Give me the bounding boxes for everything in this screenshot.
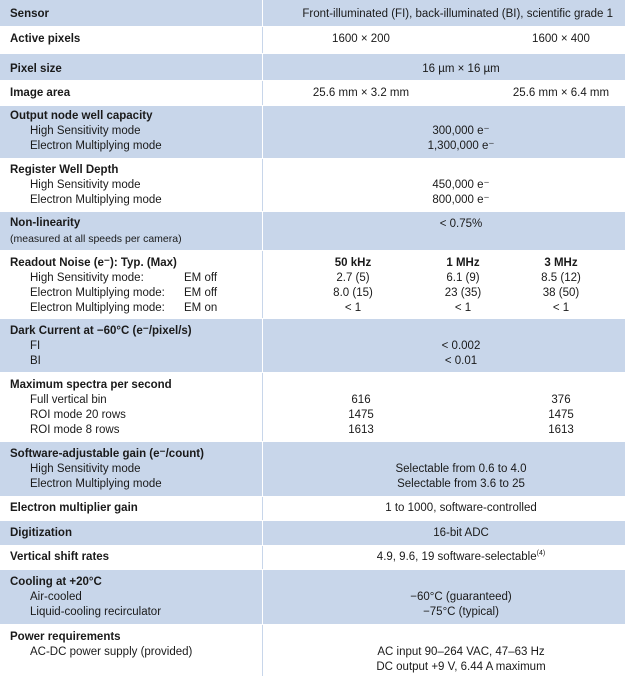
non-linearity-sublabel: (measured at all speeds per camera)	[10, 233, 182, 245]
max-spectra-value-2: 376	[551, 394, 571, 406]
dark-current-fi-label: FI	[30, 340, 41, 352]
dark-current-label: Dark Current at −60°C (e⁻/pixel/s)	[10, 325, 192, 337]
max-spectra-value-1: 616	[351, 394, 371, 406]
power-value-2: DC output +9 V, 6.44 A maximum	[376, 661, 546, 673]
max-spectra-row-label: ROI mode 8 rows	[30, 424, 120, 436]
non-linearity-label: Non-linearity	[10, 217, 81, 229]
active-pixels-value-1: 1600 × 200	[332, 33, 390, 45]
max-spectra-value-2: 1475	[548, 409, 574, 421]
sensor-label: Sensor	[10, 8, 49, 20]
readout-noise-label: Readout Noise (e⁻): Typ. (Max)	[10, 257, 177, 269]
row-active-pixels	[0, 27, 625, 54]
readout-noise-row-label: Electron Multiplying mode:	[30, 302, 165, 314]
row-max-spectra	[0, 373, 625, 442]
max-spectra-value-1: 1475	[348, 409, 374, 421]
vertical-shift-label: Vertical shift rates	[10, 551, 110, 563]
row-non-linearity	[0, 212, 625, 251]
readout-noise-header-1mhz: 1 MHz	[446, 257, 480, 269]
power-label: Power requirements	[10, 631, 121, 643]
row-em-gain	[0, 497, 625, 521]
row-image-area	[0, 81, 625, 106]
cooling-liquid-value: −75°C (typical)	[423, 606, 499, 618]
vertical-shift-text: 4.9, 9.6, 19 software-selectable	[376, 551, 537, 563]
readout-noise-cell: 8.0 (15)	[333, 287, 373, 299]
readout-noise-cell: 38 (50)	[542, 287, 580, 299]
pixel-size-value: 16 µm × 16 µm	[422, 63, 500, 75]
software-gain-em-value: Selectable from 3.6 to 25	[397, 478, 525, 490]
digitization-label: Digitization	[10, 527, 72, 539]
image-area-label: Image area	[10, 87, 71, 99]
register-well-hs-label: High Sensitivity mode	[30, 179, 141, 191]
em-gain-value: 1 to 1000, software-controlled	[385, 502, 537, 514]
cooling-air-value: −60°C (guaranteed)	[410, 591, 512, 603]
readout-noise-row-mode: EM on	[184, 302, 218, 314]
readout-noise-row-label: Electron Multiplying mode:	[30, 287, 165, 299]
row-software-gain	[0, 442, 625, 497]
software-gain-em-label: Electron Multiplying mode	[30, 478, 162, 490]
readout-noise-row-mode: EM off	[184, 287, 218, 299]
active-pixels-label: Active pixels	[10, 33, 81, 45]
row-readout-noise	[0, 251, 625, 319]
readout-noise-cell: < 1	[344, 302, 362, 314]
max-spectra-row-label: ROI mode 20 rows	[30, 409, 126, 421]
vertical-shift-footnote: (4)	[536, 550, 546, 558]
readout-noise-cell: < 1	[552, 302, 570, 314]
row-sensor	[0, 0, 625, 27]
readout-noise-cell: < 1	[454, 302, 472, 314]
readout-noise-cell: 23 (35)	[444, 287, 482, 299]
power-supply-label: AC-DC power supply (provided)	[30, 646, 193, 658]
dark-current-fi-value: < 0.002	[441, 340, 481, 352]
image-area-value-1: 25.6 mm × 3.2 mm	[312, 87, 410, 99]
max-spectra-row-label: Full vertical bin	[30, 394, 107, 406]
readout-noise-cell: 6.1 (9)	[446, 272, 480, 284]
output-node-em-label: Electron Multiplying mode	[30, 140, 162, 152]
register-well-hs-value: 450,000 e⁻	[432, 179, 490, 191]
software-gain-label: Software-adjustable gain (e⁻/count)	[10, 448, 204, 460]
output-node-label: Output node well capacity	[10, 110, 153, 122]
row-register-well	[0, 159, 625, 212]
cooling-label: Cooling at +20°C	[10, 576, 102, 588]
output-node-hs-value: 300,000 e⁻	[432, 125, 490, 137]
readout-noise-cell: 8.5 (12)	[541, 272, 581, 284]
max-spectra-value-1: 1613	[348, 424, 374, 436]
software-gain-hs-label: High Sensitivity mode	[30, 463, 141, 475]
software-gain-hs-value: Selectable from 0.6 to 4.0	[395, 463, 527, 475]
vertical-shift-value	[377, 550, 545, 565]
register-well-em-label: Electron Multiplying mode	[30, 194, 162, 206]
max-spectra-value-2: 1613	[548, 424, 574, 436]
row-vertical-shift	[0, 546, 625, 570]
row-cooling	[0, 570, 625, 625]
digitization-value: 16-bit ADC	[433, 527, 489, 539]
power-value-1: AC input 90–264 VAC, 47–63 Hz	[377, 646, 545, 658]
pixel-size-label: Pixel size	[10, 63, 62, 75]
dark-current-bi-value: < 0.01	[444, 355, 478, 367]
row-power	[0, 625, 625, 677]
row-digitization	[0, 521, 625, 546]
em-gain-label: Electron multiplier gain	[10, 502, 138, 514]
sensor-value: Front-illuminated (FI), back-illuminated (BI), scientific grade 1	[302, 8, 613, 20]
image-area-value-2: 25.6 mm × 6.4 mm	[512, 87, 610, 99]
register-well-label: Register Well Depth	[10, 164, 119, 176]
register-well-em-value: 800,000 e⁻	[432, 194, 490, 206]
cooling-air-label: Air-cooled	[30, 591, 82, 603]
row-dark-current	[0, 319, 625, 373]
row-pixel-size	[0, 54, 625, 81]
row-output-node	[0, 106, 625, 159]
readout-noise-cell: 2.7 (5)	[336, 272, 370, 284]
output-node-hs-label: High Sensitivity mode	[30, 125, 141, 137]
active-pixels-value-2: 1600 × 400	[532, 33, 590, 45]
readout-noise-row-mode: EM off	[184, 272, 218, 284]
readout-noise-header-3mhz: 3 MHz	[544, 257, 578, 269]
max-spectra-label: Maximum spectra per second	[10, 379, 172, 391]
readout-noise-header-50khz: 50 kHz	[334, 257, 372, 269]
cooling-liquid-label: Liquid-cooling recirculator	[30, 606, 162, 618]
readout-noise-row-label: High Sensitivity mode:	[30, 272, 144, 284]
output-node-em-value: 1,300,000 e⁻	[427, 140, 495, 152]
dark-current-bi-label: BI	[30, 355, 41, 367]
non-linearity-value: < 0.75%	[439, 218, 483, 230]
